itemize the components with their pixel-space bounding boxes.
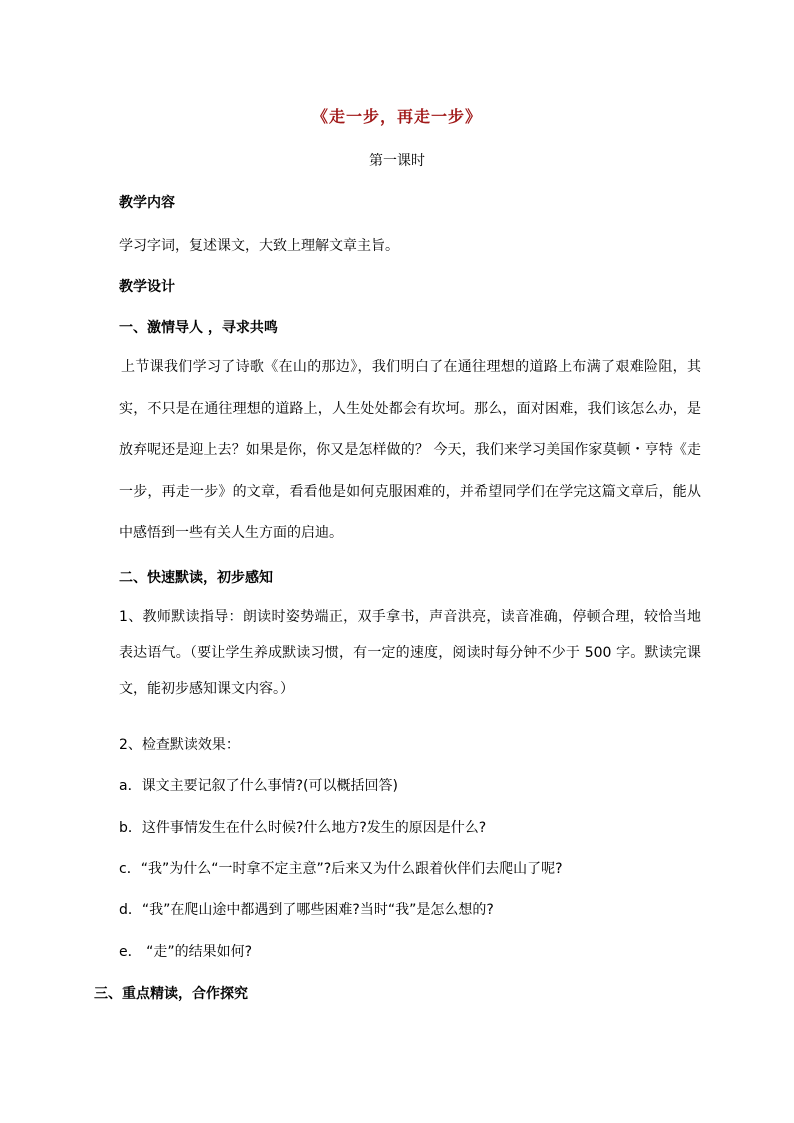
question-c: c．“我”为什么“一时拿不定主意”?后来又为什么跟着伙伴们去爬山了呢? <box>119 861 563 877</box>
section3-heading: 三、重点精读，合作探究 <box>94 986 248 1002</box>
document-subtitle: 第一课时 <box>369 153 425 169</box>
section2-heading: 二、快速默读，初步感知 <box>119 570 273 586</box>
question-b: b．这件事情发生在什么时候?什么地方?发生的原因是什么? <box>119 820 487 836</box>
content-heading: 教学内容 <box>119 195 175 211</box>
question-a: a．课文主要记叙了什么事情?(可以概括回答) <box>119 778 398 794</box>
document-title: 《走一步，再走一步》 <box>311 107 482 126</box>
question-d: d．“我”在爬山途中都遇到了哪些困难?当时“我”是怎么想的? <box>119 902 494 918</box>
question-e: e． “走”的结果如何? <box>119 944 252 960</box>
instruction-item-2: 2、检查默读效果： <box>119 737 240 753</box>
section1-heading: 一、激情导人 ，寻求共鸣 <box>119 320 278 336</box>
section1-paragraph: 上节课我们学习了诗歌《在山的那边》，我们明白了在通往理想的道路上布满了艰难险阻，其实，不只是在通往理想的道路上，人生处处都会有坎坷。那么，面对困难，我们该怎么办，是放弃呢还是迎上去？如果是你，你又是怎样做的？ 今天，我们来学习美国作家莫顿・亨特《走一步，再走一步》的文章，看看他是如何克服困难的，并希望同学们在学完这篇文章后，能从中感悟到一些有关人生方面的启迪。 <box>119 359 701 542</box>
design-heading: 教学设计 <box>119 279 175 295</box>
content-text: 学习字词，复述课文，大致上理解文章主旨。 <box>119 238 399 254</box>
instruction-item-1: 1、教师默读指导：朗读时姿势端正，双手拿书，声音洪亮，读音准确，停顿合理，较恰当地表达语气。（要让学生养成默读习惯，有一定的速度，阅读时每分钟不少于 500 字。默读完课文，能初步感知课文内容。） <box>119 609 701 697</box>
